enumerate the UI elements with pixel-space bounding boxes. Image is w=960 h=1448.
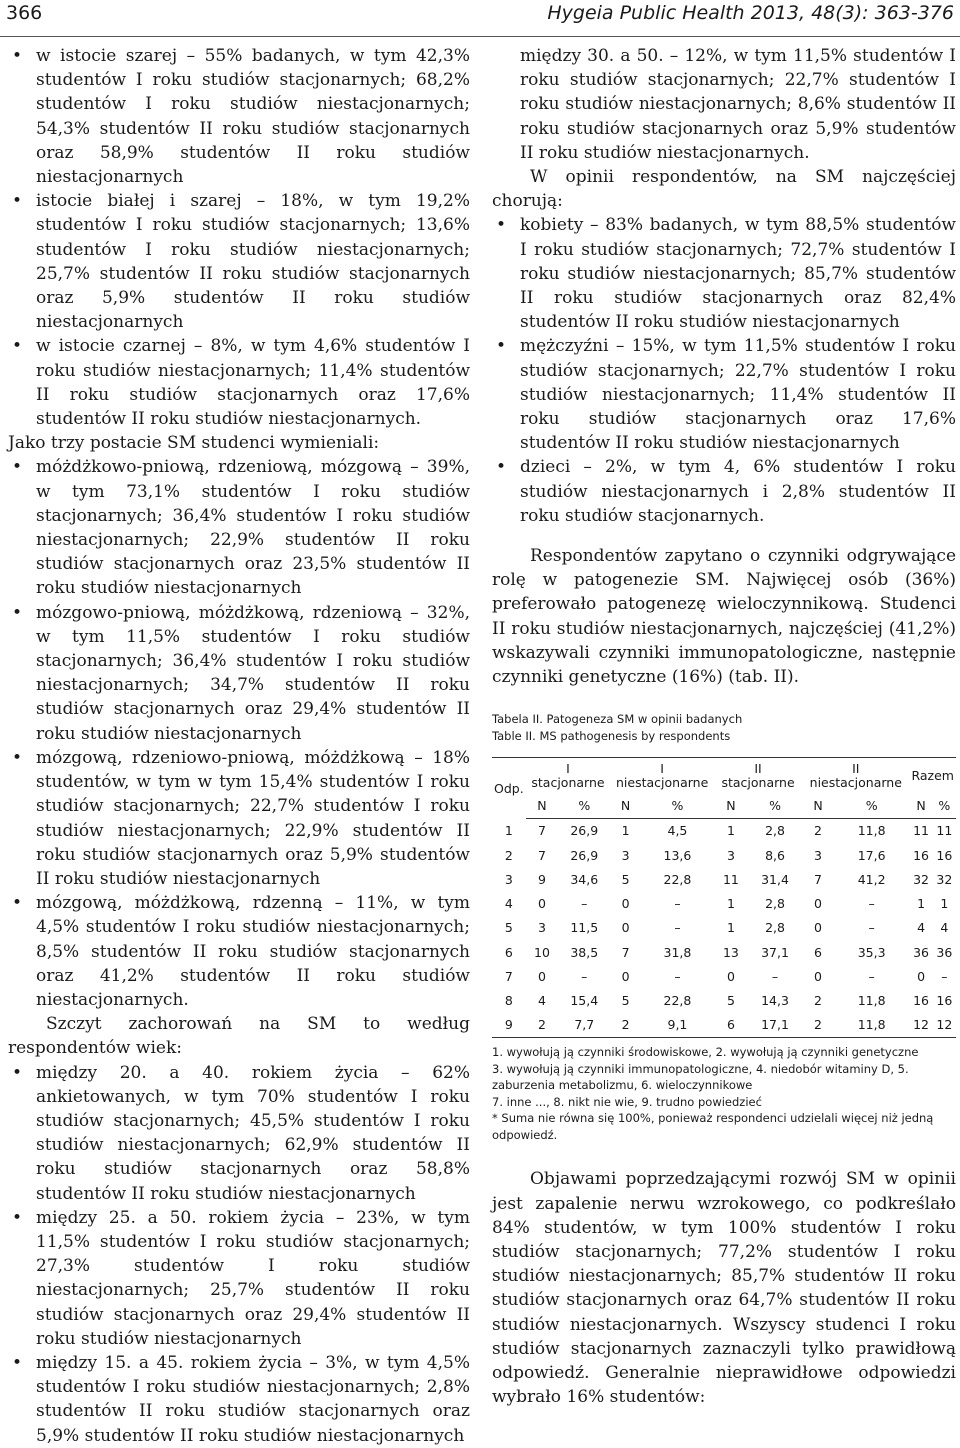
list-item: • w istocie czarnej – 8%, w tym 4,6% studentów I roku studiów niestacjonarnych; 11,4% studentów II roku studiów stacjonarnych oraz 17,6% studentów II roku studiów niestacjonarnych. [8,334,470,431]
table-cell: 26,9 [570,847,599,863]
sub-header: N [714,794,748,819]
list-item: • dzieci – 2%, w tym 4, 6% studentów I roku studiów niestacjonarnych i 2,8% studentów II roku studiów stacjonarnych. [492,455,956,528]
table-cell: 16 [913,847,929,863]
group-header: I stacjonarne [531,761,605,791]
table-cell: 11,8 [857,823,886,839]
list-item: • mózgową, rdzeniowo-pniową, móżdżkową – 18% studentów, w tym w tym 15,4% studentów I roku studiów stacjonarnych; 22,7% studentów I roku studiów niestacjonarnych; 22,9% studentów II roku studiów stacjonarnych oraz 5,9% studentów II roku studiów niestacjonarnych [8,746,470,891]
list-item: • między 25. a 50. rokiem życia – 23%, w tym 11,5% studentów I roku studiów stacjonarnych; 27,3% studentów I roku studiów niestacjonarnych; 25,7% studentów II roku studiów stacjonarnych oraz 29,4% studentów II roku studiów niestacjonarnych [8,1206,470,1351]
list-item: • mężczyźni – 15%, w tym 11,5% studentów I roku studiów stacjonarnych; 22,7% studentów I roku studiów niestacjonarnych; 11,4% studentów II roku studiów stacjonarnych oraz 17,6% studentów II roku studiów niestacjonarnych [492,334,956,455]
table-note: 7. inne ..., 8. nikt nie wie, 9. trudno powiedzieć [492,1094,762,1109]
table-cell: 34,6 [570,871,599,887]
table-cell: 1 [504,823,513,839]
table-cell: 31,4 [761,871,789,887]
table-cell: 36 [913,944,929,960]
ms-forms-list [8,455,470,1012]
table-cell: 2 [802,1013,834,1038]
table-cell: 11 [913,823,929,839]
table-cell: 15,4 [570,992,599,1008]
table-note: 3. wywołują ją czynniki immunopatologiczne, 4. niedobór witaminy D, 5. zaburzenia metabolizmu, 6. wieloczynnikowe [492,1061,909,1093]
table-cell: 8 [504,992,513,1008]
table-caption [492,711,956,745]
table-cell: 11 [936,823,953,839]
continued-list [492,44,956,165]
group-header: II stacjonarne [721,761,795,791]
table-cell: 0 [621,968,630,984]
paragraph: Szczyt zachorowań na SM to według respondentów wiek: [8,1014,470,1059]
sub-header: N [802,794,834,819]
table-cell: 32 [913,871,929,887]
table-cell: 3 [814,847,822,863]
table-cell: 0 [621,920,630,936]
table-cell: 0 [814,968,822,984]
table-cell: 0 [814,920,822,936]
group-header: I niestacjonarne [616,761,709,791]
table-cell: 4,5 [667,823,688,839]
table-cell: – [941,968,948,984]
odp-header: Odp. [494,780,524,796]
table-cell: 2,8 [765,823,785,839]
right-column [492,44,956,1409]
table-cell: 31,8 [663,944,692,960]
age-peak-list [8,1061,470,1448]
table-cell: 3 [726,847,735,863]
table-cell: 7 [814,871,822,887]
table-cell: 22,8 [663,871,692,887]
table-cell: 11,8 [834,1013,910,1038]
list-item: • między 20. a 40. rokiem życia – 62% ankietowanych, w tym 70% studentów I roku studiów stacjonarnych; 45,5% studentów I roku studiów niestacjonarnych; 62,9% studentów II roku studiów stacjonarnych oraz 58,8% studentów II roku studiów niestacjonarnych [8,1061,470,1206]
table-cell: 12 [933,1013,956,1038]
sub-header: % [834,794,910,819]
who-gets-ms-list [492,213,956,528]
table-row [492,989,956,1013]
table-cell: 8,6 [765,847,785,863]
table-cell: 7,7 [558,1013,610,1038]
table-note: * Suma nie równa się 100%, ponieważ respondenci udzielali więcej niż jedną odpowiedź. [492,1111,934,1142]
page-header [0,0,960,37]
table-cell: 2,8 [765,920,785,936]
table-cell: 14,3 [761,992,789,1008]
table-row [492,868,956,892]
group-header: II niestacjonarne [809,761,902,791]
table-row [492,844,956,868]
table-cell: 0 [621,896,630,912]
table-cell: 9 [492,1013,526,1038]
sub-header: % [933,794,956,819]
list-item: między 30. a 50. – 12%, w tym 11,5% studentów I roku studiów stacjonarnych; 22,7% studentów I roku studiów niestacjonarnych; 8,6% studentów II roku studiów stacjonarnych oraz 5,9% studentów II roku studiów niestacjonarnych. [520,46,956,163]
table-row [492,819,956,844]
gray-matter-list [8,44,470,431]
pathogenesis-table [492,757,956,1038]
table-cell: – [771,968,779,984]
table-cell: 9,1 [641,1013,714,1038]
left-column [8,44,470,1448]
list-item: • istocie białej i szarej – 18%, w tym 19,2% studentów I roku studiów stacjonarnych; 13,6% studentów I roku studiów niestacjonarnych; 25,7% studentów II roku studiów stacjonarnych oraz 5,9% studentów II roku studiów niestacjonarnych [8,189,470,334]
table-cell: 0 [537,968,546,984]
table-cell: 6 [504,944,513,960]
table-cell: 6 [814,944,822,960]
table-cell: 41,2 [857,871,886,887]
table-cell: 0 [537,896,546,912]
table-row [492,1013,956,1038]
table-row [492,892,956,916]
table-cell: – [868,920,875,936]
table-cell: 17,6 [857,847,886,863]
table-body [492,819,956,1038]
sub-header: % [641,794,714,819]
sub-header: N [610,794,641,819]
table-cell: 35,3 [857,944,886,960]
table-note: 1. wywołują ją czynniki środowiskowe, 2. wywołują ją czynniki genetyczne [492,1045,919,1060]
table-cell: – [674,920,681,936]
table-cell: 13,6 [663,847,692,863]
sub-header: N [909,794,932,819]
table-cell: 10 [534,944,550,960]
table-cell: 3 [504,871,513,887]
table-cell: 0 [814,896,822,912]
list-item: • mózgową, móżdżkową, rdzenną – 11%, w tym 4,5% studentów I roku studiów niestacjonarnych; 8,5% studentów II roku studiów stacjonarnych oraz 41,2% studentów II roku studiów niestacjonarnych. [8,891,470,1012]
list-item: • mózgowo-pniową, móżdżkową, rdzeniową – 32%, w tym 11,5% studentów I roku studiów stacjonarnych; 36,4% studentów I roku studiów niestacjonarnych; 34,7% studentów II roku studiów stacjonarnych oraz 29,4% studentów II roku studiów niestacjonarnych [8,601,470,746]
journal-citation: Hygeia Public Health 2013, 48(3): 363-376 [547,2,954,24]
table-cell: 37,1 [761,944,789,960]
table-cell: 32 [936,871,953,887]
table-cell: 1 [726,920,735,936]
table-cell: 26,9 [570,823,599,839]
table-cell: 2 [610,1013,641,1038]
page-number: 366 [6,2,43,24]
table-cell: – [674,968,681,984]
table-cell: 9 [537,871,546,887]
table-cell: 13 [722,944,739,960]
table-cell: 7 [621,944,630,960]
table-cell: 1 [726,823,735,839]
list-item: • w istocie szarej – 55% badanych, w tym 42,3% studentów I roku studiów stacjonarnych; 68,2% studentów I roku studiów niestacjonarnych; 54,3% studentów II roku studiów stacjonarnych oraz 58,9% studentów II roku studiów niestacjonarnych [8,44,470,189]
table-cell: 6 [714,1013,748,1038]
table-cell: 1 [917,896,926,912]
table-cell: – [581,968,588,984]
group-header: Razem [911,768,954,784]
table-cell: 16 [936,992,953,1008]
table-cell: 16 [913,992,929,1008]
table-notes [492,1044,956,1143]
table-cell: 4 [940,920,949,936]
table-caption-pl: Tabela II. Patogeneza SM w opinii badanych [492,712,743,727]
table-cell: 2,8 [765,896,785,912]
table-cell: 16 [936,847,953,863]
table-cell: 36 [936,944,953,960]
table-cell: – [868,896,875,912]
table-cell: 0 [917,968,926,984]
table-cell: 4 [504,896,513,912]
paragraph: W opinii respondentów, na SM najczęściej chorują: [492,167,956,212]
table-cell: 0 [726,968,735,984]
table-cell: – [868,968,875,984]
list-item: • kobiety – 83% badanych, w tym 88,5% studentów I roku studiów stacjonarnych; 72,7% studentów I roku studiów niestacjonarnych; 85,7% studentów II roku studiów stacjonarnych oraz 82,4% studentów II roku studiów niestacjonarnych [492,213,956,334]
table-cell: 17,1 [748,1013,802,1038]
table-cell: 4 [537,992,546,1008]
table-cell: 5 [504,920,513,936]
table-cell: 2 [814,992,822,1008]
sub-header: N [526,794,559,819]
table-cell: 3 [621,847,630,863]
table-cell: 38,5 [570,944,599,960]
list-item: • móżdżkowo-pniową, rdzeniową, mózgową – 39%, w tym 73,1% studentów I roku studiów stacjonarnych; 36,4% studentów I roku studiów niestacjonarnych; 22,9% studentów II roku studiów stacjonarnych oraz 23,5% studentów II roku studiów niestacjonarnych [8,455,470,600]
list-item: • między 15. a 45. rokiem życia – 3%, w tym 4,5% studentów I roku studiów niestacjonarnych; 2,8% studentów II roku studiów stacjonarnych oraz 5,9% studentów II roku studiów niestacjonarnych [8,1351,470,1448]
table-row [492,941,956,965]
table-row [492,965,956,989]
table-cell: 5 [726,992,735,1008]
table-cell: – [674,896,681,912]
table-cell: 1 [726,896,735,912]
paragraph: Respondentów zapytano o czynniki odgrywające rolę w patogenezie SM. Najwięcej osób (36%) preferowało patogenezę wieloczynnikową. Studenci II roku studiów niestacjonarnych, najczęściej (41,2%) wskazywali czynniki immunopatologiczne, następnie czynniki genetyczne (16%) (tab. II). [492,546,956,688]
table-cell: 5 [621,992,630,1008]
table-cell: 11,8 [857,992,886,1008]
table-cell: 2 [504,847,513,863]
table-caption-en: Table II. MS pathogenesis by respondents [492,729,731,744]
table-cell: 2 [814,823,822,839]
sub-header: % [748,794,802,819]
table-cell: 7 [504,968,513,984]
sub-header: % [558,794,610,819]
table-cell: 3 [537,920,546,936]
paragraph: Jako trzy postacie SM studenci wymieniali: [8,433,380,454]
table-cell: 7 [537,847,546,863]
table-cell: 7 [537,823,546,839]
table-row [492,916,956,940]
paragraph: Objawami poprzedzającymi rozwój SM w opinii jest zapalenie nerwu wzrokowego, co podkreślało 84% studentów, w tym 100% studentów I roku studiów stacjonarnych; 77,2% studentów I roku studiów niestacjonarnych; 85,7% studentów II roku studiów stacjonarnych oraz 64,7% studentów II roku studiów niestacjonarnych. Wszyscy studenci I roku studiów stacjonarnych zaznaczyli tylko prawidłową odpowiedź. Generalnie nieprawidłowe odpowiedzi wybrało 16% studentów: [492,1169,956,1408]
table-cell: 1 [621,823,630,839]
table-cell: 2 [526,1013,559,1038]
table-cell: 11,5 [570,920,599,936]
table-cell: – [581,896,588,912]
table-cell: 12 [909,1013,932,1038]
table-cell: 22,8 [663,992,692,1008]
table-cell: 1 [940,896,949,912]
table-cell: 4 [917,920,926,936]
table-cell: 5 [621,871,630,887]
table-cell: 11 [722,871,739,887]
